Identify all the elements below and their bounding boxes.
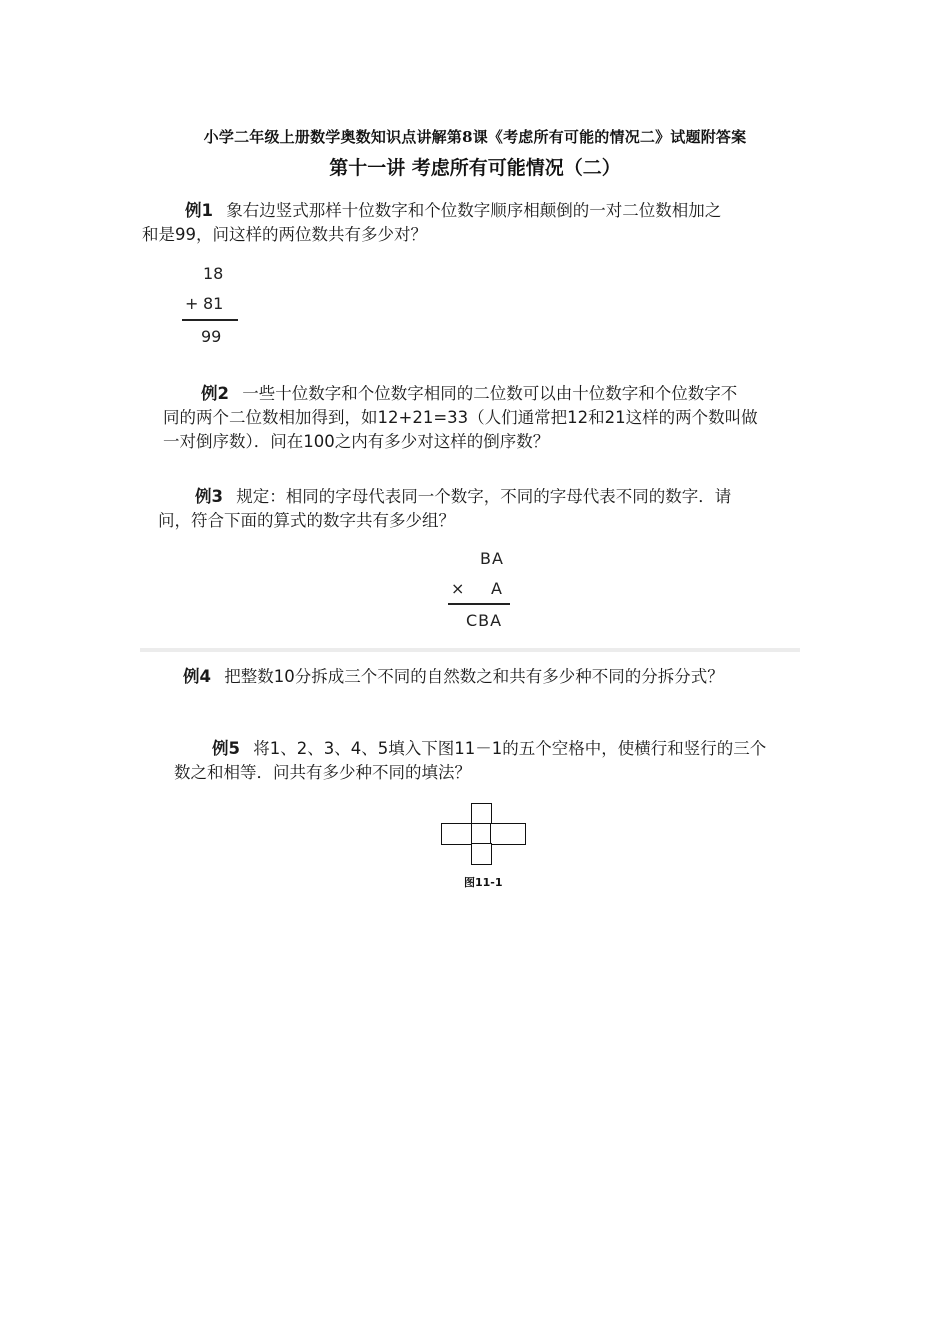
document-title: 小学二年级上册数学奥数知识点讲解第8课《考虑所有可能的情况二》试题附答案 [203, 128, 747, 146]
example-3-text-1: 规定：相同的字母代表同一个数字，不同的字母代表不同的数字．请 [236, 487, 732, 506]
example-5-label: 例5 [212, 739, 240, 758]
grid-cell-center [471, 823, 492, 845]
example-5-text-1: 将1、2、3、4、5填入下图11－1的五个空格中，使横行和竖行的三个 [253, 739, 767, 758]
example-1-sum: 99 [201, 327, 222, 346]
example-3-multiplier: A [491, 579, 502, 598]
example-1-line-2: 和是99，问这样的两位数共有多少对？ [142, 225, 427, 244]
example-2-line-2: 同的两个二位数相加得到，如12+21=33（人们通常把12和21这样的两个数叫做 [163, 408, 758, 427]
figure-11-1-cross-grid [441, 803, 526, 865]
example-1-text-1: 象右边竖式那样十位数字和个位数字顺序相颠倒的一对二位数相加之 [226, 201, 722, 220]
example-2-label: 例2 [201, 384, 229, 403]
example-1-label: 例1 [185, 201, 213, 220]
example-3-label: 例3 [195, 487, 223, 506]
grid-cell-top [471, 803, 492, 825]
example-3-line-2: 问，符合下面的算式的数字共有多少组？ [158, 511, 455, 530]
lecture-title: 第十一讲 考虑所有可能情况（二） [329, 157, 621, 179]
example-1-addend-bottom: 81 [203, 294, 224, 313]
example-3-product-rule [448, 603, 510, 605]
example-3-operator: × [451, 579, 465, 598]
example-4-line-1 [183, 664, 724, 689]
grid-cell-bottom [471, 843, 492, 865]
example-5-line-1 [212, 736, 766, 761]
grid-cell-left [441, 823, 473, 845]
example-3-multiplicand: BA [480, 549, 504, 568]
example-1-sum-rule [182, 319, 238, 321]
example-1-line-1 [185, 198, 721, 223]
scan-divider [140, 648, 800, 652]
grid-cell-right [490, 823, 526, 845]
example-3-line-1 [195, 484, 731, 509]
example-2-line-1 [201, 381, 737, 406]
example-3-product: CBA [466, 611, 503, 630]
figure-11-1-caption: 图11-1 [464, 876, 503, 889]
example-1-addend-top: 18 [203, 264, 224, 283]
example-2-text-1: 一些十位数字和个位数字相同的二位数可以由十位数字和个位数字不 [242, 384, 738, 403]
example-4-text-1: 把整数10分拆成三个不同的自然数之和共有多少种不同的分拆分式？ [224, 667, 724, 686]
example-2-line-3: 一对倒序数）．问在100之内有多少对这样的倒序数？ [163, 432, 550, 451]
example-1-operator: + [185, 294, 199, 313]
example-4-label: 例4 [183, 667, 211, 686]
example-5-line-2: 数之和相等．问共有多少种不同的填法？ [174, 763, 471, 782]
